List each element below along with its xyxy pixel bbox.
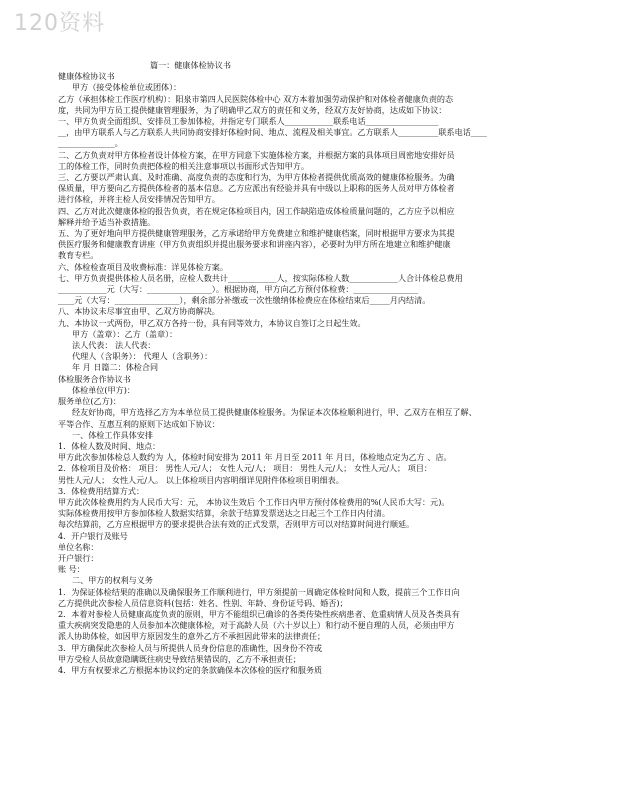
document-line: 法人代表： 法人代表： <box>72 340 156 351</box>
document-line: 二、乙方负责对甲方体检者设计体检方案，在甲方同意下实施体检方案，并根据方案的具体项目周密地安排好员 <box>58 149 455 160</box>
document-line: 实际体检费用按甲方参加体检人数据实结算，余款于结算发票送达之日起三个工作日内付清。 <box>58 508 390 519</box>
document-line: 2．体检项目及价格： 项目： 男性人元/人； 女性人元/人； 项目： 男性人元/人； 女性人元/人； 项目： <box>58 463 433 474</box>
document-line: 每次结算前，乙方应根据甲方的要求提供合法有效的正式发票，否则甲方可以对结算时间进行顺延。 <box>58 519 415 530</box>
document-line: 五、为了更好地向甲方提供健康管理服务，乙方承诺给甲方免费建立和维护健康档案，同时根据甲方要求为其提 <box>58 228 455 239</box>
document-line: 账 号： <box>58 564 85 575</box>
document-line: 1．为保证体检结果的准确以及确保服务工作顺利进行，甲方须提前一周确定体检时间和人数，提前三个工作日向 <box>58 586 460 597</box>
document-line: 甲方（盖章）：乙方（盖章）： <box>72 328 178 339</box>
document-line: 3．甲方确保此次参检人员与所提供人员身份信息的准确性，因身份不符或 <box>58 642 323 653</box>
document-line: 四、乙方对此次健康体检的报告负责，若在规定体检项目内，因工作缺陷造成体检质量问题的，乙方应予以相应 <box>58 205 455 216</box>
document-line: 经友好协商，甲方选择乙方为本单位员工提供健康体检服务。为保证本次体检顺利进行，甲、乙双方在相互了解、 <box>72 407 477 418</box>
document-line: __，由甲方联系人与乙方联系人共同协商安排好体检时间、地点、流程及相关事宜。乙方联系人__________联系电话____ <box>58 127 487 138</box>
document-line: 九、本协议一式两份，甲乙双方各持一份，具有同等效力，本协议自签订之日起生效。 <box>58 317 366 328</box>
document-line: 2．本着对参检人员健康高度负责的原则，甲方不能组织已确诊的各类传染性疾病患者、危重病情人员及各类具有 <box>58 608 460 619</box>
document-line: 三、乙方要以严肃认真、及时准确、高度负责的态度和行为，为甲方体检者提供优质高效的健康体检服务。为确 <box>58 172 455 183</box>
document-line: ____________元（大写：________________）。根据协商，甲方向乙方预付体检费：________________ <box>58 284 419 295</box>
document-line: 开户银行： <box>58 552 99 563</box>
document-line: 4．甲方有权要求乙方根据本协议约定的条款确保本次体检的医疗和服务质 <box>58 664 323 675</box>
document-line: 甲方受检人员故意隐瞒既往病史导致结果错误的，乙方不承担责任； <box>58 653 301 664</box>
document-line: 代理人（含职务）： 代理人（含职务）： <box>72 351 213 362</box>
document-line: 男性人元/人； 女性人元/人。 以上体检项目内容明细详见附件体检项目明细表。 <box>58 474 344 485</box>
document-body <box>58 60 586 676</box>
document-line: 篇一：健康体检协议书 <box>150 60 231 70</box>
document-line: 甲方此次体检费用约为人民币大写：元， 本协议生效后 个工作日内甲方预付体检费用的%(人民币大写：元)。 <box>58 496 450 507</box>
document-line: 一、体检工作具体安排 <box>72 429 153 440</box>
document-line: 解释并给予适当补救措施。 <box>58 216 156 227</box>
document-line: 八、本协议未尽事宜由甲、乙双方协商解决。 <box>58 306 220 317</box>
document-line: 六、体检检查项目及收费标准：详见体检方案。 <box>58 261 228 272</box>
document-line: 1．体检人数及时间、地点： <box>58 440 161 451</box>
document-line: 保质量，甲方要向乙方提供体检者的基本信息。乙方应派出有经验并具有中级以上职称的医务人员对甲方体检者 <box>58 183 455 194</box>
document-line: 体检服务合作协议书 <box>58 373 131 384</box>
document-line: 工的体检工作，同时负责把体检的相关注意事项以书面形式告知甲方。 <box>58 160 309 171</box>
document-line: 进行体检，并将主检人员安排情况告知甲方。 <box>58 194 220 205</box>
document-line: 甲方（接受体检单位或团体）： <box>72 82 182 93</box>
document-line: 派人协助体检，如因甲方原因发生的意外乙方不承担因此带来的法律责任； <box>58 631 326 642</box>
document-line: 重大疾病突发隐患的人员参加本次健康体检，对于高龄人员（六十岁以上）和行动不便自理的人员，必须由甲方 <box>58 620 455 631</box>
document-line: 甲方此次参加体检总人数约为 人，体检时间安排为 2011 年 月日至 2011 年 月日，体检地点定为乙方 、店。 <box>58 452 452 463</box>
document-line: 平等合作、互惠互利的原则下达成如下协议： <box>58 418 220 429</box>
document-line: 七、甲方负责提供体检人员名册，应检人数共计____________人，按实际体检人数____________人合计体检总费用 <box>58 272 463 283</box>
document-line: 年 月 日篇二：体检合同 <box>72 362 159 373</box>
watermark-text: 120资料 <box>14 11 105 36</box>
document-line: 供医疗服务和健康教育讲座（甲方负责组织并提出服务要求和讲座内容），必要时为甲方所在地建立和维护健康 <box>58 239 451 250</box>
document-line: 二、甲方的权利与义务 <box>72 575 153 586</box>
document-line: 度，共同为甲方员工提供健康管理服务，为了明确甲乙双方的责任和义务，经双方友好协商，达成如下协议： <box>58 104 447 115</box>
document-line: ____元（大写：________________），剩余部分补缴或一次性缴纳体检费应在体检结束后_____月内结清。 <box>58 295 431 306</box>
document-line: 服务单位(乙方)： <box>58 396 121 407</box>
document-line: 乙方提供此次参检人员信息资料(包括：姓名、性别、年龄、身份证号码、婚否)； <box>58 597 348 608</box>
document-line: 3．体检费用结算方式： <box>58 485 145 496</box>
document-line: 健康体检协议书 <box>58 71 115 82</box>
document-line: 乙方（承担体检工作医疗机构）：阳泉市第四人民医院体检中心 双方本着加强劳动保护和对体检者健康负责的态 <box>58 93 454 104</box>
document-line: 4．开户银行及账号 <box>58 530 128 541</box>
document-line: 一、甲方负责全面组织、安排员工参加体检，并指定专门联系人____________联系电话__________________ <box>58 116 439 127</box>
document-line: 体检单位(甲方)： <box>72 384 135 395</box>
document-line: ______________。 <box>58 138 123 149</box>
document-line: 教育专栏。 <box>58 250 99 261</box>
document-line: 单位名称： <box>58 541 99 552</box>
